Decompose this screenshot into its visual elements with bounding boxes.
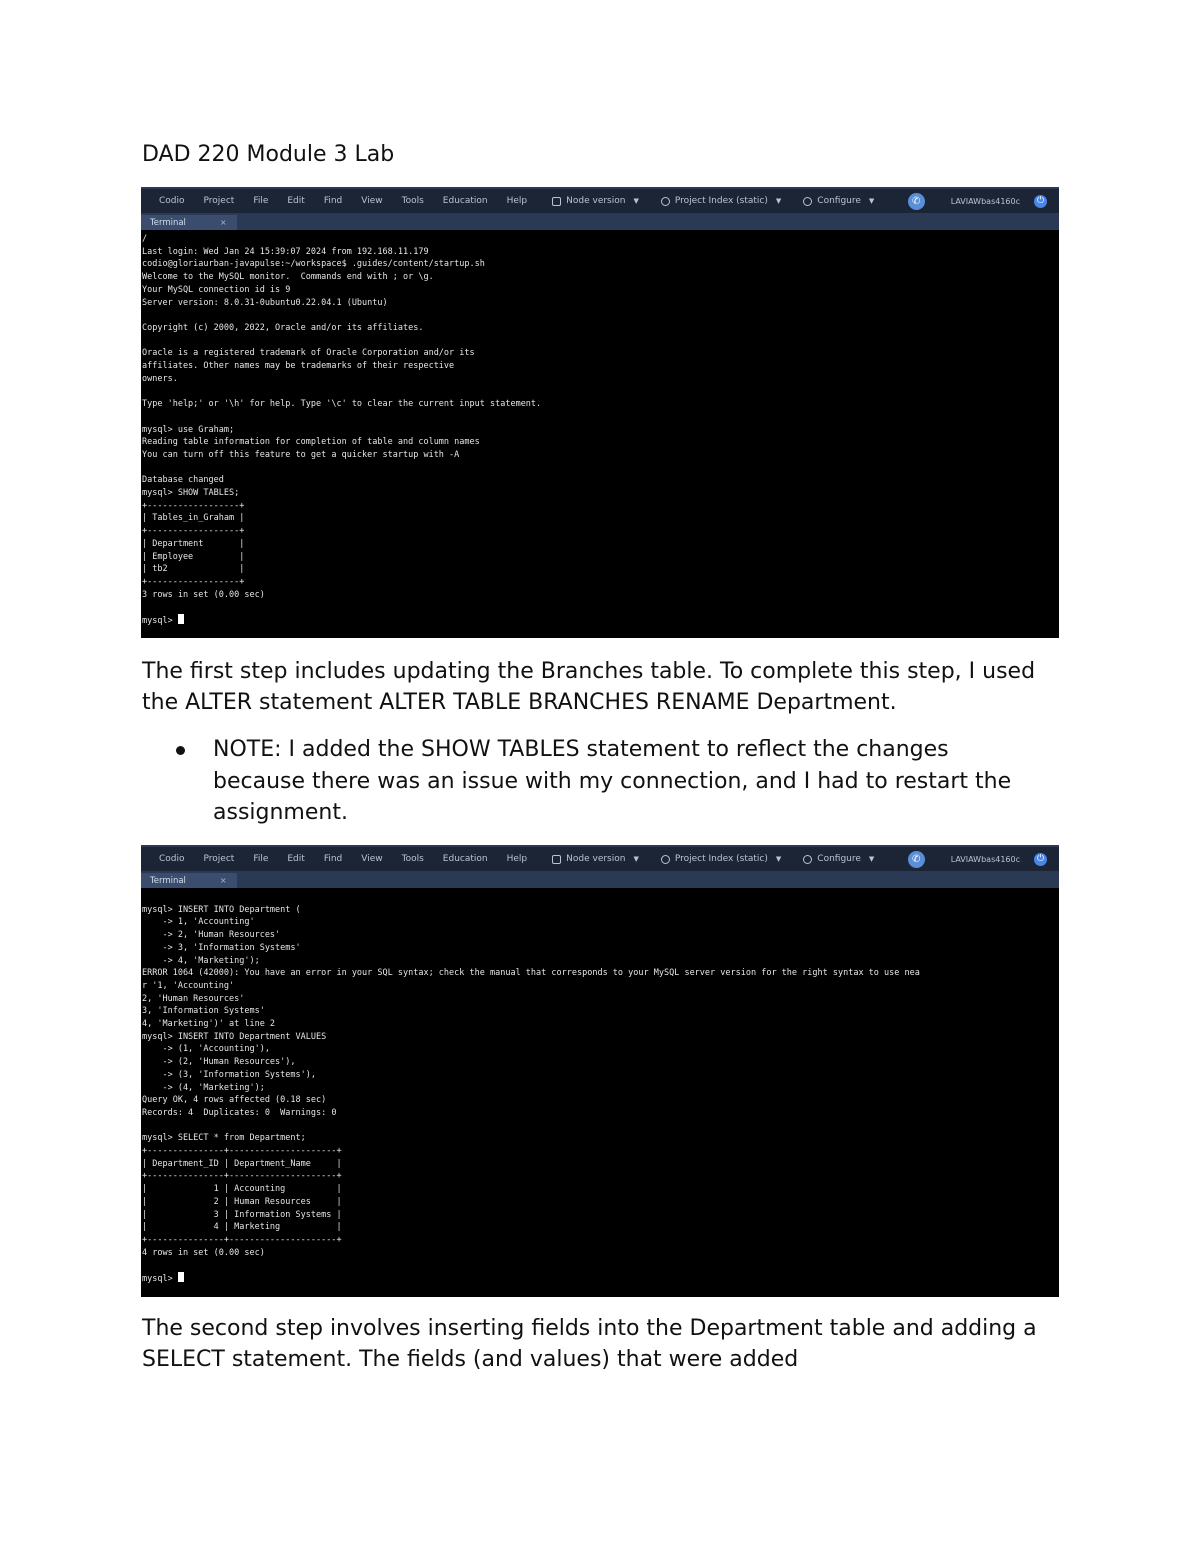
terminal-line: -> 1, 'Accounting'	[142, 917, 255, 928]
terminal-line: Records: 4 Duplicates: 0 Warnings: 0	[142, 1107, 337, 1118]
project-index-dropdown[interactable]: Project Index (static) ▼	[661, 196, 781, 206]
phone-icon[interactable]: ✆	[908, 193, 925, 210]
terminal-prompt[interactable]: mysql>	[142, 616, 178, 627]
terminal-line: Your MySQL connection id is 9	[142, 284, 291, 295]
terminal-line: +---------------+---------------------+	[142, 1146, 342, 1157]
ide-menubar	[141, 845, 1059, 871]
caret-down-icon: ▼	[868, 855, 875, 863]
terminal-line: +---------------+---------------------+	[142, 1234, 342, 1245]
terminal-line: | Department |	[142, 538, 245, 549]
terminal-line: Welcome to the MySQL monitor. Commands end with ; or \g.	[142, 272, 434, 283]
terminal-line: -> (4, 'Marketing');	[142, 1082, 265, 1093]
terminal-line: mysql> INSERT INTO Department (	[142, 904, 301, 915]
terminal-line: | tb2 |	[142, 564, 245, 575]
gear-icon	[803, 855, 812, 864]
menu-edit[interactable]: Edit	[287, 854, 305, 864]
terminal-line: You can turn off this feature to get a quicker startup with -A	[142, 449, 460, 460]
ide-tabbar	[141, 871, 1059, 888]
node-version-dropdown[interactable]: Node version ▼	[552, 196, 639, 206]
terminal-line: | Department_ID | Department_Name |	[142, 1158, 342, 1169]
ide-menubar	[141, 187, 1059, 213]
menu-find[interactable]: Find	[323, 854, 343, 864]
menu-codio[interactable]: Codio	[159, 854, 185, 864]
terminal-line: 3, 'Information Systems'	[142, 1006, 265, 1017]
menu-view[interactable]: View	[361, 854, 383, 864]
node-icon	[552, 855, 561, 864]
ide-tabbar	[141, 213, 1059, 230]
power-icon[interactable]: ⏻	[1034, 195, 1047, 208]
menu-edit[interactable]: Edit	[287, 196, 305, 206]
menu-help[interactable]: Help	[506, 854, 528, 864]
project-icon	[661, 197, 670, 206]
menu-tools[interactable]: Tools	[401, 196, 424, 206]
terminal-line: Last login: Wed Jan 24 15:39:07 2024 from 192.168.11.179	[142, 246, 429, 257]
phone-icon[interactable]: ✆	[908, 851, 925, 868]
terminal-line: mysql> use Graham;	[142, 424, 235, 435]
menu-view[interactable]: View	[361, 196, 383, 206]
menu-file[interactable]: File	[253, 196, 269, 206]
terminal-line: 3 rows in set (0.00 sec)	[142, 589, 265, 600]
gear-icon	[803, 197, 812, 206]
document-title: DAD 220 Module 3 Lab	[142, 142, 395, 167]
terminal-line: +---------------+---------------------+	[142, 1171, 342, 1182]
configure-dropdown[interactable]: Configure ▼	[803, 854, 874, 864]
menu-help[interactable]: Help	[506, 196, 528, 206]
terminal-line: mysql> SELECT * from Department;	[142, 1133, 306, 1144]
terminal-line: +------------------+	[142, 500, 245, 511]
terminal-output-1	[141, 230, 1059, 628]
terminal-line: Database changed	[142, 475, 224, 486]
terminal-line: mysql> SHOW TABLES;	[142, 488, 240, 499]
terminal-line: Type 'help;' or '\h' for help. Type '\c' to clear the current input statement.	[142, 399, 542, 410]
terminal-line: mysql> INSERT INTO Department VALUES	[142, 1031, 327, 1042]
terminal-line: owners.	[142, 373, 178, 384]
terminal-line: +------------------+	[142, 576, 245, 587]
node-icon	[552, 197, 561, 206]
terminal-line: Query OK, 4 rows affected (0.18 sec)	[142, 1095, 327, 1106]
user-label[interactable]: LAVIAWbas4160c	[950, 854, 1020, 864]
terminal-line: | 1 | Accounting |	[142, 1184, 342, 1195]
node-version-dropdown[interactable]: Node version ▼	[552, 854, 639, 864]
close-icon[interactable]: ×	[219, 218, 227, 227]
terminal-line: Server version: 8.0.31-0ubuntu0.22.04.1 (Ubuntu)	[142, 297, 388, 308]
menu-codio[interactable]: Codio	[159, 196, 185, 206]
terminal-cursor	[178, 614, 184, 624]
terminal-line: /	[142, 234, 148, 244]
terminal-screenshot-2	[141, 845, 1059, 1297]
terminal-line: 2, 'Human Resources'	[142, 993, 245, 1004]
caret-down-icon: ▼	[868, 197, 875, 205]
user-label[interactable]: LAVIAWbas4160c	[950, 196, 1020, 206]
terminal-line: -> (2, 'Human Resources'),	[142, 1057, 296, 1068]
terminal-line: -> 2, 'Human Resources'	[142, 930, 281, 941]
bullet-dot	[176, 746, 185, 755]
terminal-cursor	[178, 1272, 184, 1282]
paragraph-step-one: The first step includes updating the Branches table. To complete this step, I used the ALTER statement ALTER TABLE BRANCHES RENAME Department.	[142, 659, 1036, 715]
terminal-output-2	[141, 888, 1059, 1286]
terminal-line: | 2 | Human Resources |	[142, 1196, 342, 1207]
terminal-line: -> 4, 'Marketing');	[142, 955, 260, 966]
bullet-note: NOTE: I added the SHOW TABLES statement to reflect the changes because there was an issue with my connection, and I had to restart the assignment.	[213, 737, 1012, 825]
caret-down-icon: ▼	[775, 197, 782, 205]
tab-terminal[interactable]: Terminal ×	[141, 873, 237, 888]
caret-down-icon: ▼	[633, 855, 639, 863]
terminal-line: 4 rows in set (0.00 sec)	[142, 1247, 265, 1258]
bullet-list	[142, 734, 1042, 829]
paragraph-step-two: The second step involves inserting fields into the Department table and adding a SELECT statement. The fields (and values) that were added	[142, 1316, 1037, 1372]
terminal-line: -> 3, 'Information Systems'	[142, 942, 301, 953]
menu-find[interactable]: Find	[323, 196, 343, 206]
terminal-line: 4, 'Marketing')' at line 2	[142, 1019, 276, 1030]
menu-file[interactable]: File	[253, 854, 269, 864]
terminal-prompt[interactable]: mysql>	[142, 1274, 178, 1285]
menu-project[interactable]: Project	[203, 196, 235, 206]
project-index-dropdown[interactable]: Project Index (static) ▼	[661, 854, 781, 864]
terminal-line: ERROR 1064 (42000): You have an error in your SQL syntax; check the manual that corresponds to your MySQL server version for the right syntax to use nea	[142, 968, 920, 979]
menu-tools[interactable]: Tools	[401, 854, 424, 864]
terminal-line: | 4 | Marketing |	[142, 1222, 342, 1233]
menu-education[interactable]: Education	[442, 854, 488, 864]
terminal-line: | Tables_in_Graham |	[142, 513, 245, 524]
menu-education[interactable]: Education	[442, 196, 488, 206]
terminal-line: r '1, 'Accounting'	[142, 980, 235, 991]
terminal-line: Copyright (c) 2000, 2022, Oracle and/or its affiliates.	[142, 322, 424, 333]
terminal-line: affiliates. Other names may be trademarks of their respective	[142, 361, 455, 372]
terminal-line: | Employee |	[142, 551, 245, 562]
terminal-line: | 3 | Information Systems |	[142, 1209, 342, 1220]
tab-terminal[interactable]: Terminal ×	[141, 215, 237, 230]
configure-dropdown[interactable]: Configure ▼	[803, 196, 874, 206]
project-icon	[661, 855, 670, 864]
terminal-line: codio@gloriaurban-javapulse:~/workspace$ .guides/content/startup.sh	[142, 259, 485, 270]
caret-down-icon: ▼	[633, 197, 639, 205]
caret-down-icon: ▼	[775, 855, 782, 863]
terminal-screenshot-1	[141, 187, 1059, 638]
close-icon[interactable]: ×	[219, 876, 227, 885]
terminal-line: Oracle is a registered trademark of Oracle Corporation and/or its	[142, 348, 475, 359]
menu-project[interactable]: Project	[203, 854, 235, 864]
terminal-line: +------------------+	[142, 526, 245, 537]
terminal-line: Reading table information for completion of table and column names	[142, 437, 480, 448]
power-icon[interactable]: ⏻	[1034, 853, 1047, 866]
terminal-line: -> (1, 'Accounting'),	[142, 1044, 270, 1055]
terminal-line: -> (3, 'Information Systems'),	[142, 1069, 316, 1080]
